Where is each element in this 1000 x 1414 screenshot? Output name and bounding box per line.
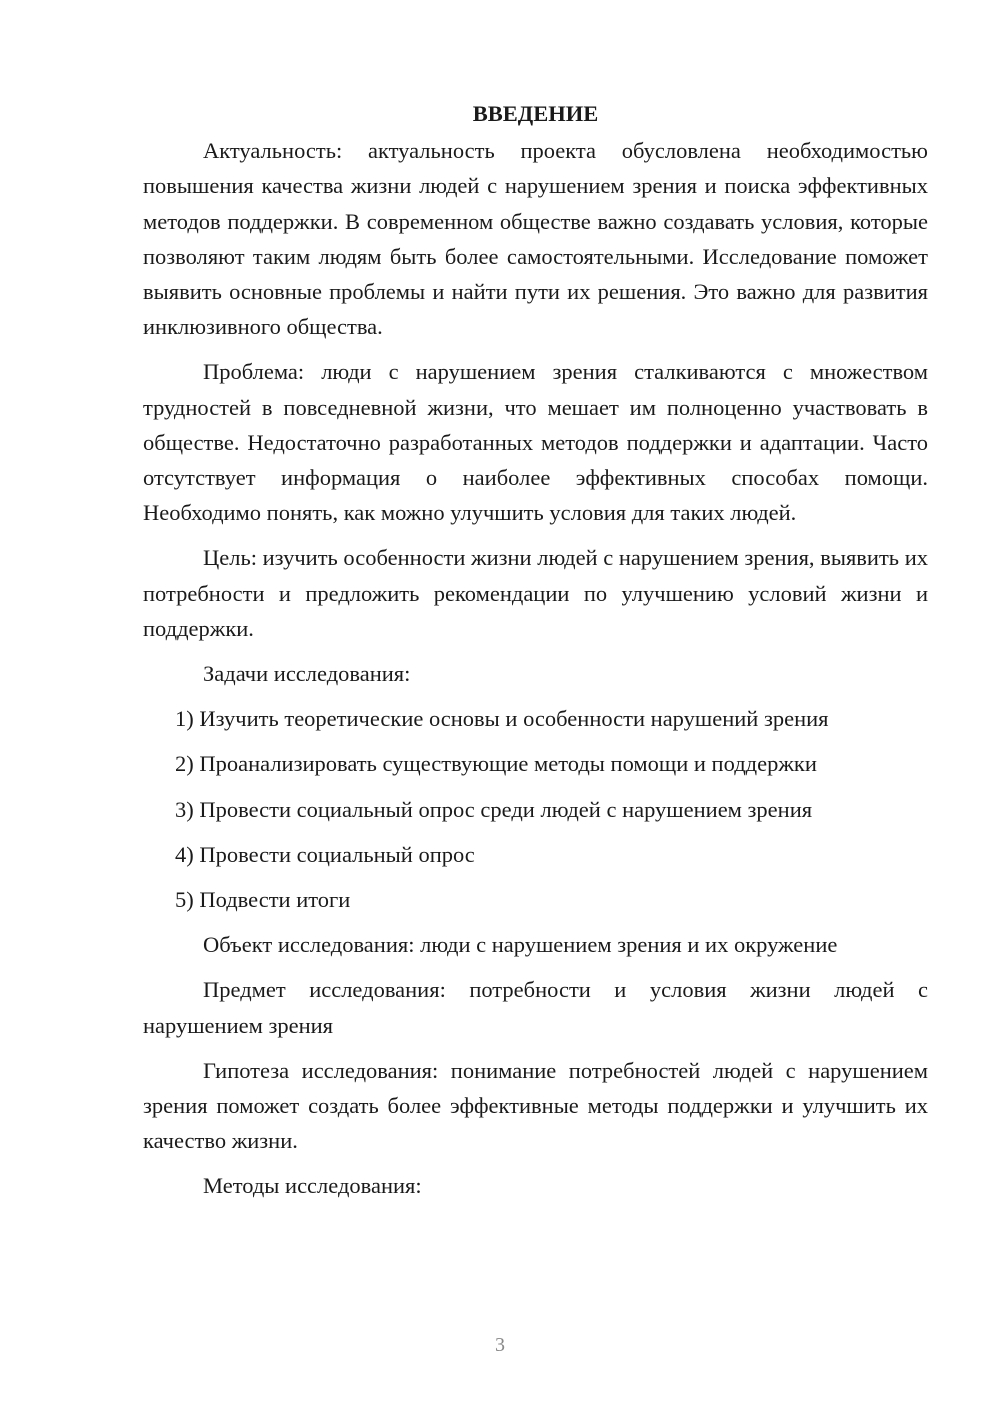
page-title: ВВЕДЕНИЕ (472, 101, 599, 126)
list-item: 3) Провести социальный опрос среди людей с нарушением зрения (175, 796, 813, 822)
tasks-list (143, 701, 928, 917)
object-paragraph: Объект исследования: люди с нарушением зрения и их окружение (203, 932, 838, 958)
tasks-heading: Задачи исследования: (203, 661, 411, 687)
page-content (143, 96, 928, 1204)
goal-paragraph: Цель: изучить особенности жизни людей с нарушением зрения, выявить их потребности и предложить рекомендации по улучшению условий жизни и поддержки. (143, 545, 928, 641)
relevance-paragraph: Актуальность: актуальность проекта обусловлена необходимостью повышения качества жизни людей с нарушением зрения и поиска эффективных методов поддержки. В современном обществе важно создавать условия, которые позволяют таким людям быть более самостоятельными. Исследование поможет выявить основные проблемы и найти пути их решения. Это важно для развития инклюзивного общества. (143, 138, 928, 340)
methods-heading: Методы исследования: (203, 1173, 422, 1199)
problem-paragraph: Проблема: люди с нарушением зрения сталкиваются с множеством трудностей в повседневной жизни, что мешает им полноценно участвовать в обществе. Недостаточно разработанных методов поддержки и адаптации. Часто отсутствует информация о наиболее эффективных способах помощи. Необходимо понять, как можно улучшить условия для таких людей. (143, 359, 928, 526)
hypothesis-paragraph: Гипотеза исследования: понимание потребностей людей с нарушением зрения поможет создать более эффективные методы поддержки и улучшить их качество жизни. (143, 1057, 928, 1154)
list-item: 4) Провести социальный опрос (175, 841, 475, 867)
subject-paragraph: Предмет исследования: потребности и условия жизни людей с нарушением зрения (143, 977, 928, 1038)
list-item: 5) Подвести итоги (175, 887, 351, 913)
list-item: 1) Изучить теоретические основы и особенности нарушений зрения (175, 706, 829, 732)
page-number: 3 (495, 1334, 505, 1356)
list-item: 2) Проанализировать существующие методы помощи и поддержки (175, 751, 817, 777)
